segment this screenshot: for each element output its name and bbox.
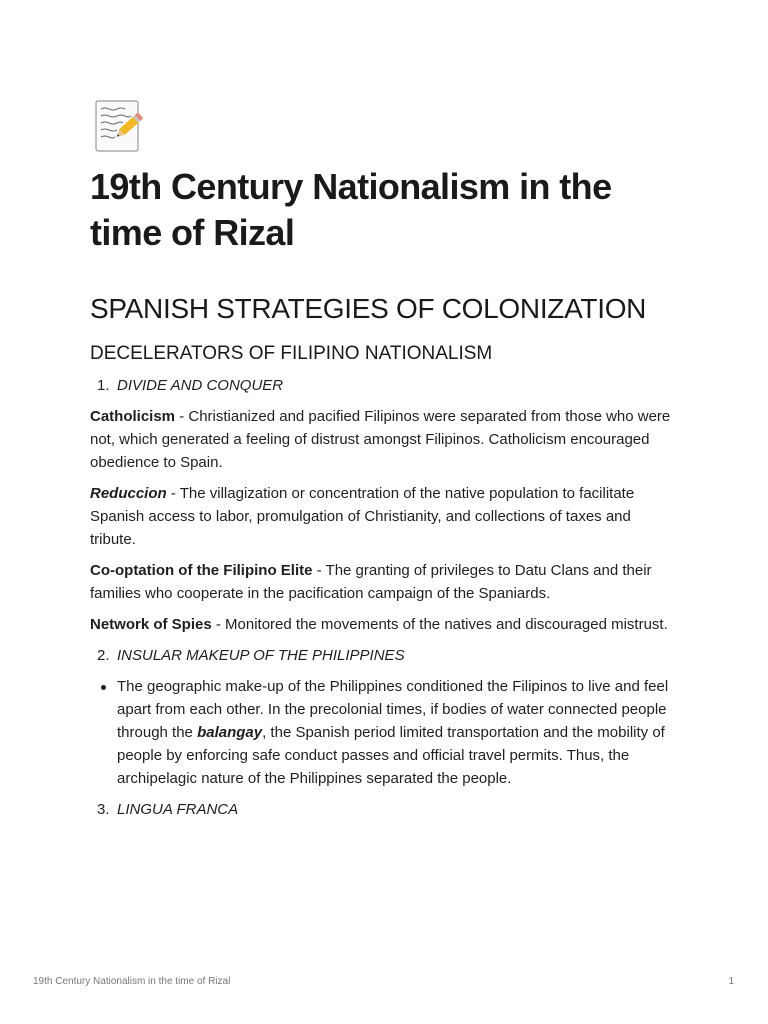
numbered-item-3	[90, 798, 680, 821]
section-heading: SPANISH STRATEGIES OF COLONIZATION	[90, 293, 647, 324]
list-number: 3.	[97, 801, 110, 818]
numbered-item-1	[90, 374, 680, 397]
term: Catholicism	[90, 408, 176, 425]
definition: - The granting of privileges to Datu Clans and their families who cooperate in the pacification campaign of the Spaniards.	[90, 562, 652, 602]
numbered-item-2	[90, 644, 680, 667]
bullet-text-end: , the Spanish period limited transportation and the mobility of people by enforcing safe conduct passes and official travel permits. Thus, the archipelagic nature of the Philippines separated the people.	[117, 724, 665, 787]
document-page	[90, 98, 680, 821]
bullet-dot-icon	[101, 685, 106, 690]
page-number: 1	[728, 976, 734, 987]
paragraph-reduccion	[90, 482, 680, 551]
bullet-item	[90, 675, 680, 790]
list-number: 1.	[97, 377, 110, 394]
footer-title: 19th Century Nationalism in the time of Rizal	[33, 976, 231, 987]
definition: - Monitored the movements of the natives and discouraged mistrust.	[211, 616, 668, 633]
term: Co-optation of the Filipino Elite	[90, 562, 313, 579]
document-title: 19th Century Nationalism in the time of Rizal	[90, 166, 612, 253]
list-text: INSULAR MAKEUP OF THE PHILIPPINES	[117, 647, 405, 664]
bullet-text-start: The geographic make-up of the Philippines conditioned the Filipinos to live and feel apart from each other. In the precolonial times, if bodies of water connected people through the	[117, 678, 669, 741]
list-text: LINGUA FRANCA	[117, 801, 239, 818]
paragraph-catholicism	[90, 405, 680, 474]
list-text: DIVIDE AND CONQUER	[117, 377, 284, 394]
definition: - The villagization or concentration of the native population to facilitate Spanish access to labor, promulgation of Christianity, and collections of taxes and tribute.	[90, 485, 635, 548]
paragraph-cooptation	[90, 559, 680, 605]
list-number: 2.	[97, 647, 110, 664]
bullet-emphasis: balangay	[197, 724, 263, 741]
paragraph-network-of-spies	[90, 613, 680, 636]
definition: - Christianized and pacified Filipinos were separated from those who were not, which generated a feeling of distrust amongst Filipinos. Catholicism encouraged obedience to Spain.	[90, 408, 671, 471]
memo-pencil-icon	[92, 98, 144, 156]
term: Network of Spies	[90, 616, 212, 633]
subsection-heading: DECELERATORS OF FILIPINO NATIONALISM	[90, 343, 493, 364]
term: Reduccion	[90, 485, 167, 502]
